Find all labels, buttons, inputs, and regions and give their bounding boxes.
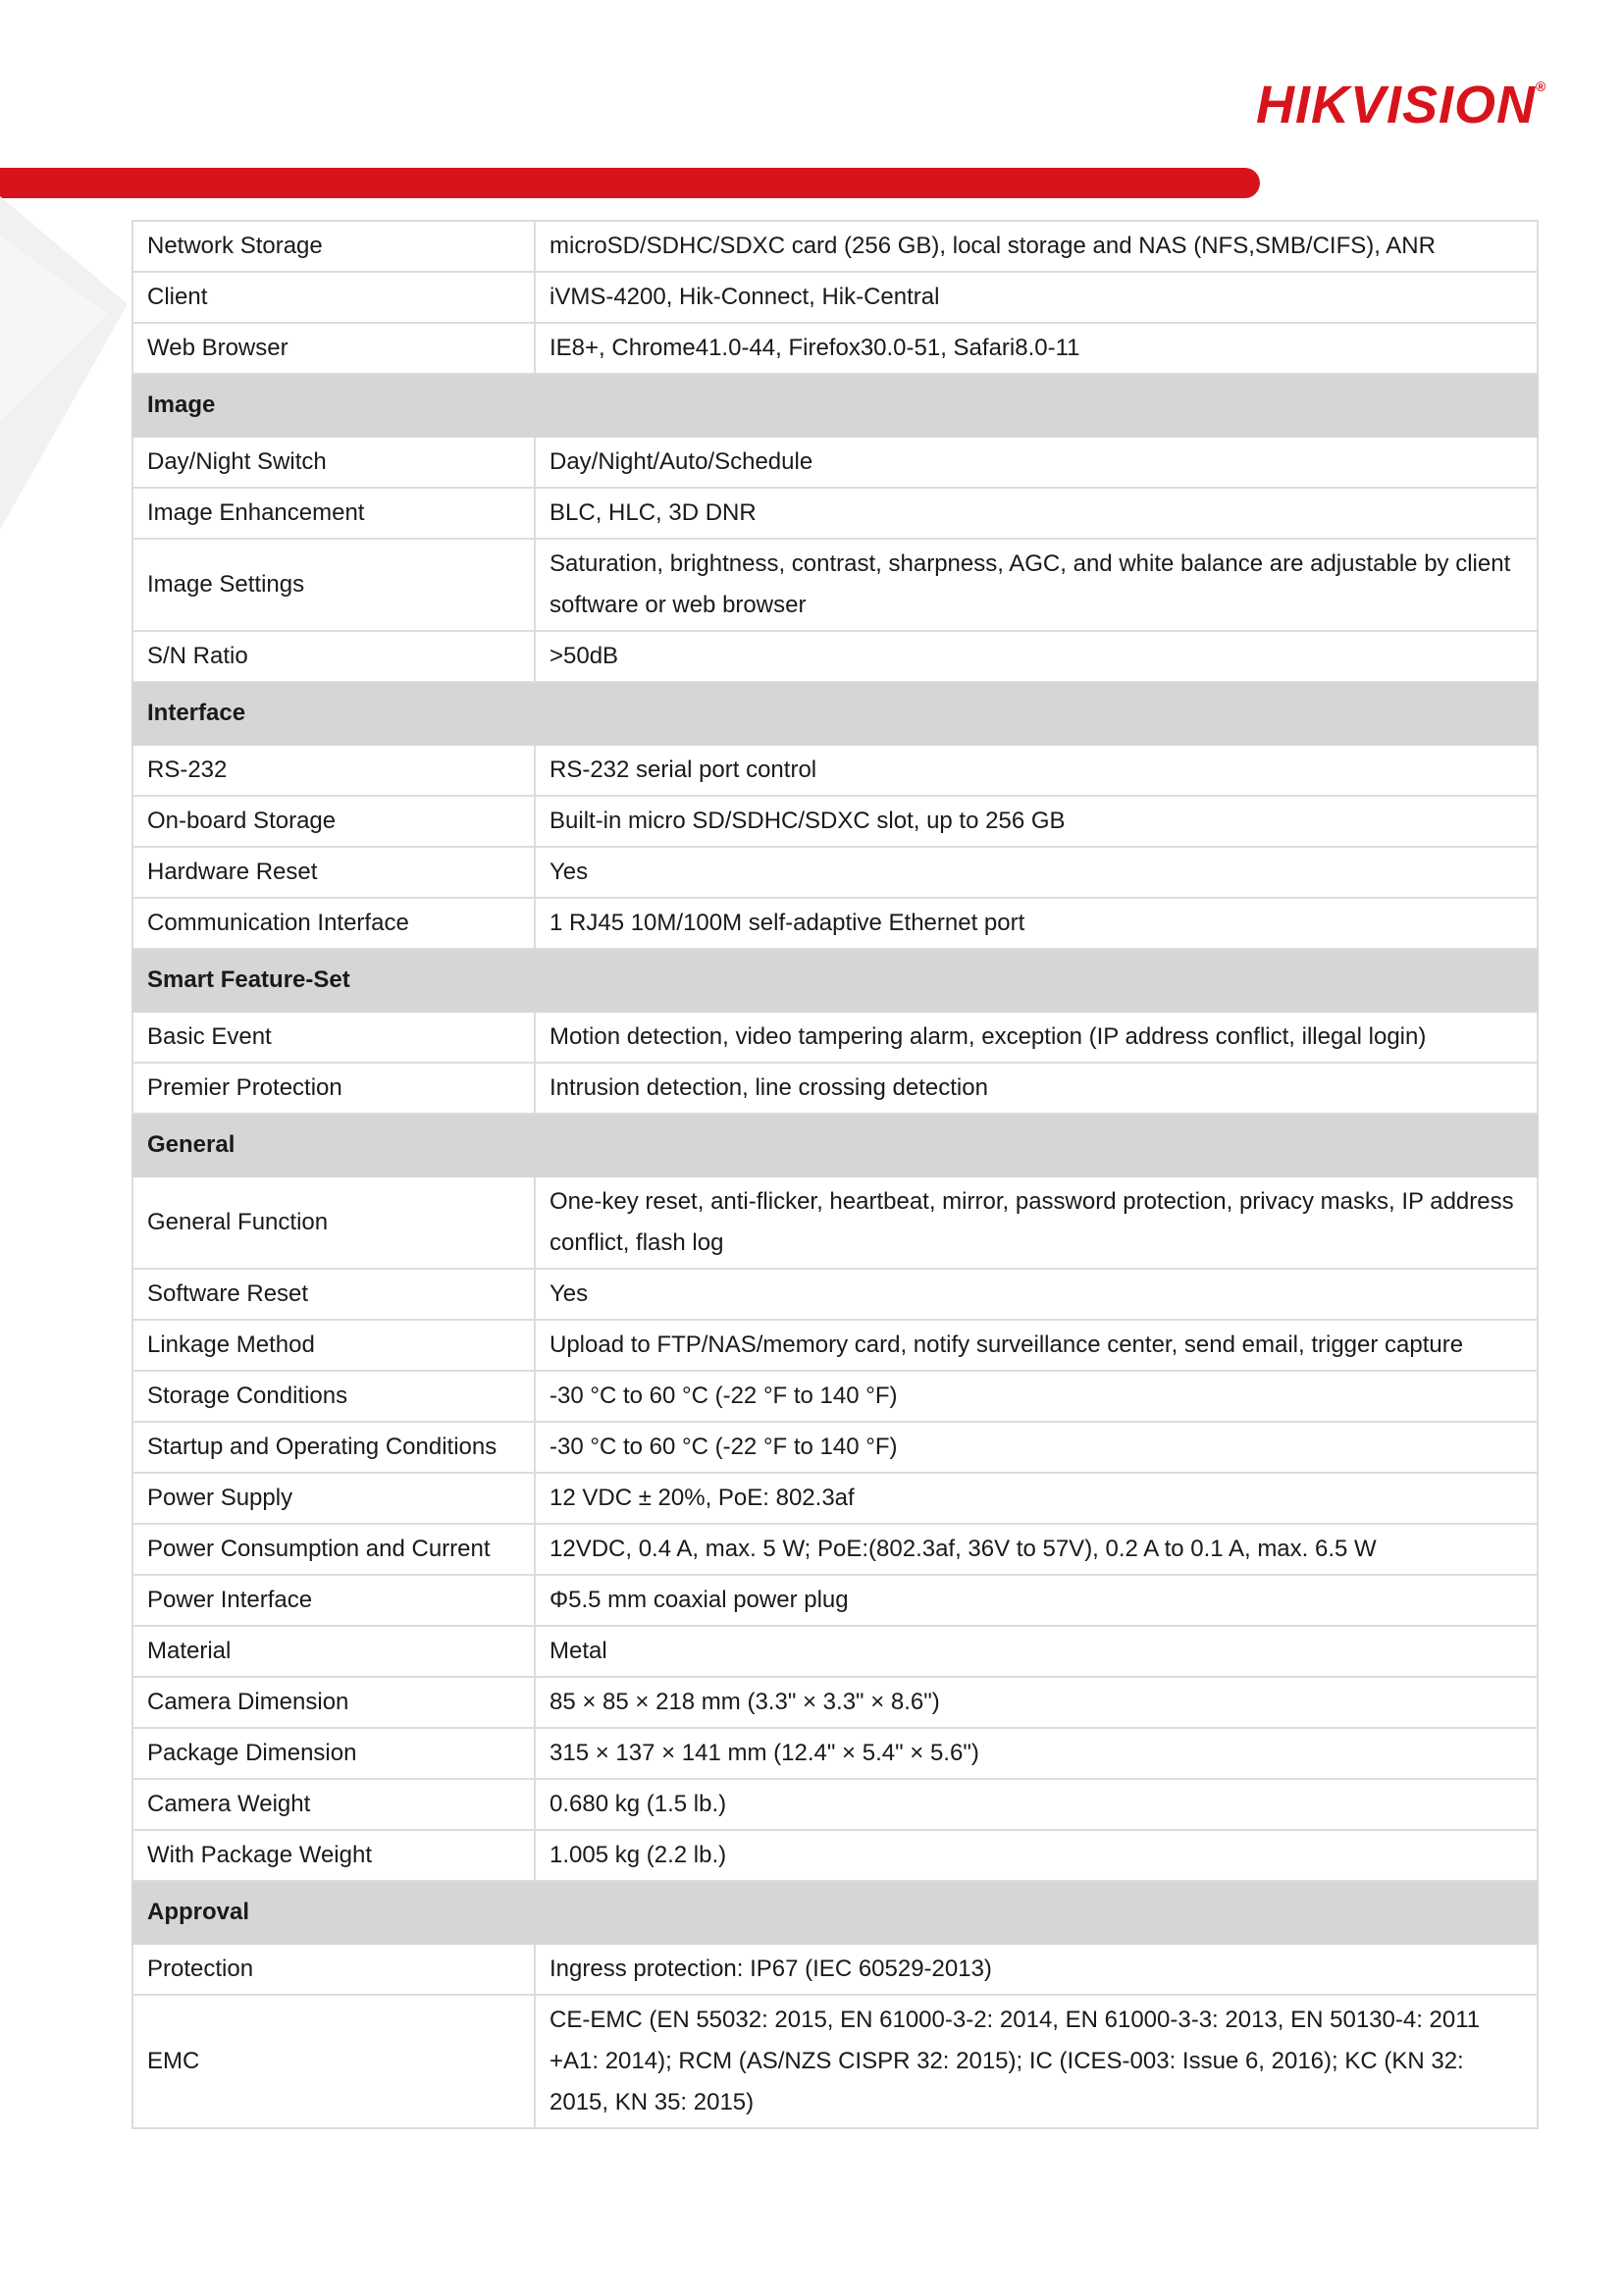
watermark-decoration — [0, 196, 128, 530]
spec-row — [132, 631, 1538, 682]
spec-row — [132, 488, 1538, 539]
spec-row — [132, 1677, 1538, 1728]
spec-label: Client — [132, 272, 535, 323]
section-header — [132, 374, 1538, 437]
spec-row — [132, 1728, 1538, 1779]
spec-value: 12VDC, 0.4 A, max. 5 W; PoE:(802.3af, 36V to 57V), 0.2 A to 0.1 A, max. 6.5 W — [535, 1524, 1538, 1575]
spec-row — [132, 1012, 1538, 1063]
section-header — [132, 949, 1538, 1012]
spec-row — [132, 1524, 1538, 1575]
spec-row — [132, 1830, 1538, 1881]
spec-label: With Package Weight — [132, 1830, 535, 1881]
spec-value: Ingress protection: IP67 (IEC 60529-2013) — [535, 1944, 1538, 1995]
spec-label: Power Interface — [132, 1575, 535, 1626]
spec-value: Intrusion detection, line crossing detection — [535, 1063, 1538, 1114]
section-header — [132, 1114, 1538, 1176]
section-title: Smart Feature-Set — [132, 949, 1538, 1012]
spec-row — [132, 1269, 1538, 1320]
spec-label: Camera Weight — [132, 1779, 535, 1830]
spec-row — [132, 539, 1538, 631]
spec-row — [132, 1575, 1538, 1626]
spec-value: 315 × 137 × 141 mm (12.4" × 5.4" × 5.6") — [535, 1728, 1538, 1779]
spec-label: Network Storage — [132, 221, 535, 272]
spec-value: One-key reset, anti-flicker, heartbeat, mirror, password protection, privacy masks, IP address conflict, flash log — [535, 1176, 1538, 1269]
spec-value: Day/Night/Auto/Schedule — [535, 437, 1538, 488]
spec-row — [132, 1473, 1538, 1524]
header-accent-bar — [0, 168, 1260, 198]
spec-row — [132, 745, 1538, 796]
spec-value: BLC, HLC, 3D DNR — [535, 488, 1538, 539]
spec-value: iVMS-4200, Hik-Connect, Hik-Central — [535, 272, 1538, 323]
section-title: General — [132, 1114, 1538, 1176]
spec-value: Motion detection, video tampering alarm, exception (IP address conflict, illegal login) — [535, 1012, 1538, 1063]
spec-label: EMC — [132, 1995, 535, 2128]
spec-label: Day/Night Switch — [132, 437, 535, 488]
spec-row — [132, 1176, 1538, 1269]
spec-label: Material — [132, 1626, 535, 1677]
spec-row — [132, 847, 1538, 898]
spec-label: Storage Conditions — [132, 1371, 535, 1422]
spec-row — [132, 1626, 1538, 1677]
section-header — [132, 682, 1538, 745]
spec-value: 1 RJ45 10M/100M self-adaptive Ethernet port — [535, 898, 1538, 949]
spec-row — [132, 1422, 1538, 1473]
section-header — [132, 1881, 1538, 1944]
logo-text: HIKVISION — [1256, 76, 1537, 134]
spec-table-body — [132, 221, 1538, 2128]
spec-value: RS-232 serial port control — [535, 745, 1538, 796]
spec-value: Yes — [535, 1269, 1538, 1320]
spec-row — [132, 1944, 1538, 1995]
spec-value: 85 × 85 × 218 mm (3.3" × 3.3" × 8.6") — [535, 1677, 1538, 1728]
spec-row — [132, 323, 1538, 374]
spec-label: Linkage Method — [132, 1320, 535, 1371]
spec-row — [132, 221, 1538, 272]
spec-value: CE-EMC (EN 55032: 2015, EN 61000-3-2: 2014, EN 61000-3-3: 2013, EN 50130-4: 2011 +A1: 2014); RCM (AS/NZS CISPR 32: 2015); IC (ICES-003: Issue 6, 2016); KC (KN 32: 2015, KN 35: 2015) — [535, 1995, 1538, 2128]
spec-row — [132, 898, 1538, 949]
spec-value: 12 VDC ± 20%, PoE: 802.3af — [535, 1473, 1538, 1524]
spec-row — [132, 1371, 1538, 1422]
spec-label: Power Consumption and Current — [132, 1524, 535, 1575]
spec-row — [132, 1320, 1538, 1371]
spec-row — [132, 437, 1538, 488]
spec-label: S/N Ratio — [132, 631, 535, 682]
spec-value: 1.005 kg (2.2 lb.) — [535, 1830, 1538, 1881]
spec-label: RS-232 — [132, 745, 535, 796]
spec-value: Φ5.5 mm coaxial power plug — [535, 1575, 1538, 1626]
spec-label: Protection — [132, 1944, 535, 1995]
spec-label: Communication Interface — [132, 898, 535, 949]
spec-label: Startup and Operating Conditions — [132, 1422, 535, 1473]
spec-row — [132, 1779, 1538, 1830]
spec-label: Camera Dimension — [132, 1677, 535, 1728]
spec-row — [132, 272, 1538, 323]
spec-value: Upload to FTP/NAS/memory card, notify surveillance center, send email, trigger capture — [535, 1320, 1538, 1371]
spec-value: 0.680 kg (1.5 lb.) — [535, 1779, 1538, 1830]
section-title: Interface — [132, 682, 1538, 745]
spec-row — [132, 796, 1538, 847]
spec-label: Premier Protection — [132, 1063, 535, 1114]
spec-label: Basic Event — [132, 1012, 535, 1063]
spec-label: Hardware Reset — [132, 847, 535, 898]
spec-table — [131, 220, 1539, 2129]
section-title: Approval — [132, 1881, 1538, 1944]
spec-value: >50dB — [535, 631, 1538, 682]
registered-mark: ® — [1536, 78, 1547, 94]
spec-value: -30 °C to 60 °C (-22 °F to 140 °F) — [535, 1422, 1538, 1473]
spec-value: Yes — [535, 847, 1538, 898]
spec-row — [132, 1063, 1538, 1114]
spec-label: Web Browser — [132, 323, 535, 374]
spec-value: Saturation, brightness, contrast, sharpness, AGC, and white balance are adjustable by client software or web browser — [535, 539, 1538, 631]
spec-value: microSD/SDHC/SDXC card (256 GB), local storage and NAS (NFS,SMB/CIFS), ANR — [535, 221, 1538, 272]
spec-label: General Function — [132, 1176, 535, 1269]
spec-row — [132, 1995, 1538, 2128]
spec-label: Package Dimension — [132, 1728, 535, 1779]
spec-value: -30 °C to 60 °C (-22 °F to 140 °F) — [535, 1371, 1538, 1422]
section-title: Image — [132, 374, 1538, 437]
spec-value: Built-in micro SD/SDHC/SDXC slot, up to 256 GB — [535, 796, 1538, 847]
hikvision-logo — [1256, 75, 1546, 135]
spec-label: Power Supply — [132, 1473, 535, 1524]
spec-value: IE8+, Chrome41.0-44, Firefox30.0-51, Safari8.0-11 — [535, 323, 1538, 374]
spec-label: On-board Storage — [132, 796, 535, 847]
spec-value: Metal — [535, 1626, 1538, 1677]
spec-label: Software Reset — [132, 1269, 535, 1320]
spec-label: Image Enhancement — [132, 488, 535, 539]
spec-label: Image Settings — [132, 539, 535, 631]
